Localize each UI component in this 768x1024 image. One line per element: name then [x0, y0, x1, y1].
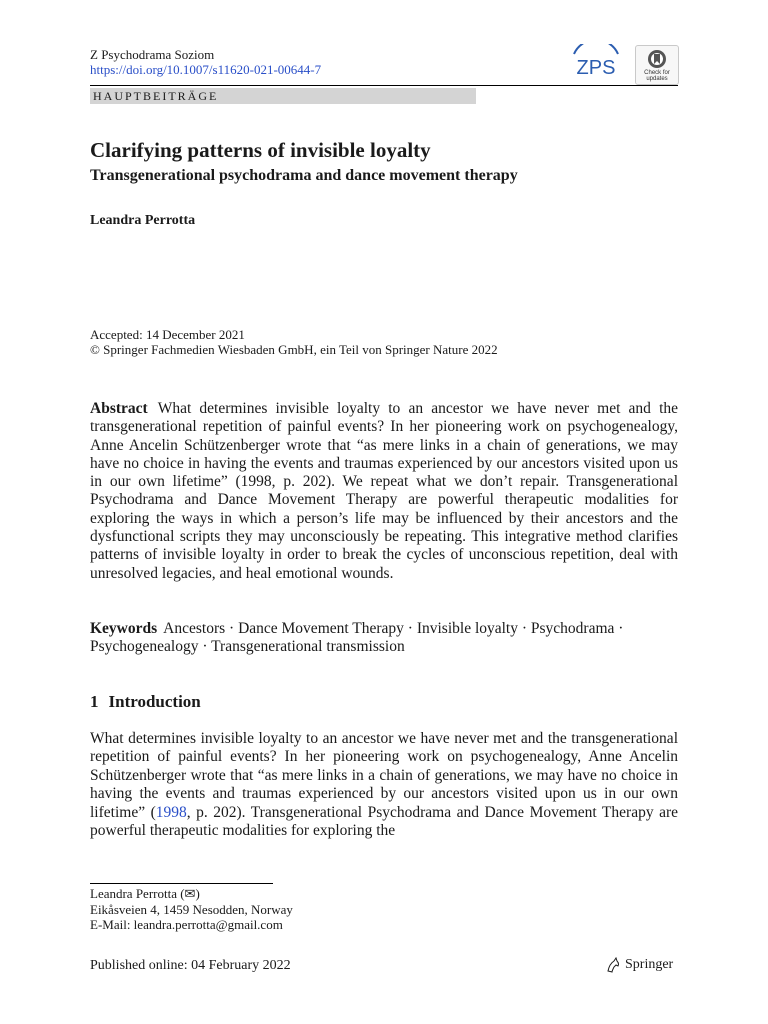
abstract-label: Abstract — [90, 400, 148, 417]
keywords-text: Ancestors · Dance Movement Therapy · Invisible loyalty · Psychodrama · Psychogenealogy · Transgenerational transmission — [90, 620, 624, 656]
springer-logo — [605, 957, 673, 973]
footnote-author: Leandra Perrotta (✉) — [90, 886, 200, 901]
springer-horse-icon — [605, 957, 621, 973]
check-for-updates-label: Check for updates — [644, 70, 670, 82]
bookmark-update-icon — [647, 49, 667, 69]
keywords — [90, 620, 678, 657]
journal-name: Z Psychodrama Soziom — [90, 47, 215, 62]
footnote-email[interactable]: E-Mail: leandra.perrotta@gmail.com — [90, 917, 283, 932]
zps-logo-text: ZPS — [576, 57, 616, 79]
author-footnote — [90, 886, 293, 933]
intro-text-after: , p. 202). Transgenerational Psychodrama and Dance Movement Therapy are powerful therapeutic modalities for exploring the — [90, 803, 678, 840]
section-number: 1 — [90, 692, 99, 711]
abstract — [90, 400, 678, 583]
section-label: HAUPTBEITRÄGE — [90, 88, 476, 104]
section-title: Introduction — [108, 692, 201, 711]
intro-text-before: What determines invisible loyalty to an ancestor we have never met and the transgenerational repetition of painful events? In her pioneering work on psychogenealogy, Anne Ancelin Schützenberger wrote that “as mere links in a chain of generations, we may have no choice in having the events and traumas experienced by our ancestors visited upon us in our own lifetime” ( — [90, 730, 678, 821]
citation-link[interactable]: 1998 — [155, 803, 187, 821]
section-heading — [90, 692, 201, 712]
footnote-rule — [90, 883, 273, 884]
springer-wordmark: Springer — [625, 957, 674, 972]
article-subtitle: Transgenerational psychodrama and dance movement therapy — [90, 167, 518, 184]
header-rule — [90, 85, 678, 86]
accepted-date: Accepted: 14 December 2021 — [90, 327, 245, 342]
copyright-notice: © Springer Fachmedien Wiesbaden GmbH, ein Teil von Springer Nature 2022 — [90, 342, 498, 357]
keywords-label: Keywords — [90, 620, 158, 637]
zps-logo — [568, 44, 624, 84]
published-date: Published online: 04 February 2022 — [90, 958, 291, 973]
introduction-paragraph — [90, 730, 678, 840]
doi-link[interactable]: https://doi.org/10.1007/s11620-021-00644-7 — [90, 62, 322, 77]
abstract-text: What determines invisible loyalty to an ancestor we have never met and the transgenerational repetition of painful events? In her pioneering work on psychogenealogy, Anne Ancelin Schützenberger wrote that “as mere links in a chain of generations, we may have no choice in having the events and traumas experienced by our ancestors visited upon us in our own lifetime” (1998, p. 202). We repeat what we don’t repair. Transgenerational Psychodrama and Dance Movement Therapy are powerful therapeutic modalities for exploring the ways in which a person’s life may be influenced by their ancestors and the dysfunctional scripts they may unconsciously be repeating. This integrative method clarifies patterns of invisible loyalty in order to break the cycles of unconscious repetition, deal with unresolved legacies, and heal emotional wounds. — [90, 400, 678, 582]
article-title: Clarifying patterns of invisible loyalty — [90, 138, 431, 162]
author-name: Leandra Perrotta — [90, 213, 196, 228]
footnote-address: Eikåsveien 4, 1459 Nesodden, Norway — [90, 901, 293, 917]
check-for-updates-badge[interactable] — [635, 45, 679, 85]
publication-meta — [90, 327, 498, 357]
